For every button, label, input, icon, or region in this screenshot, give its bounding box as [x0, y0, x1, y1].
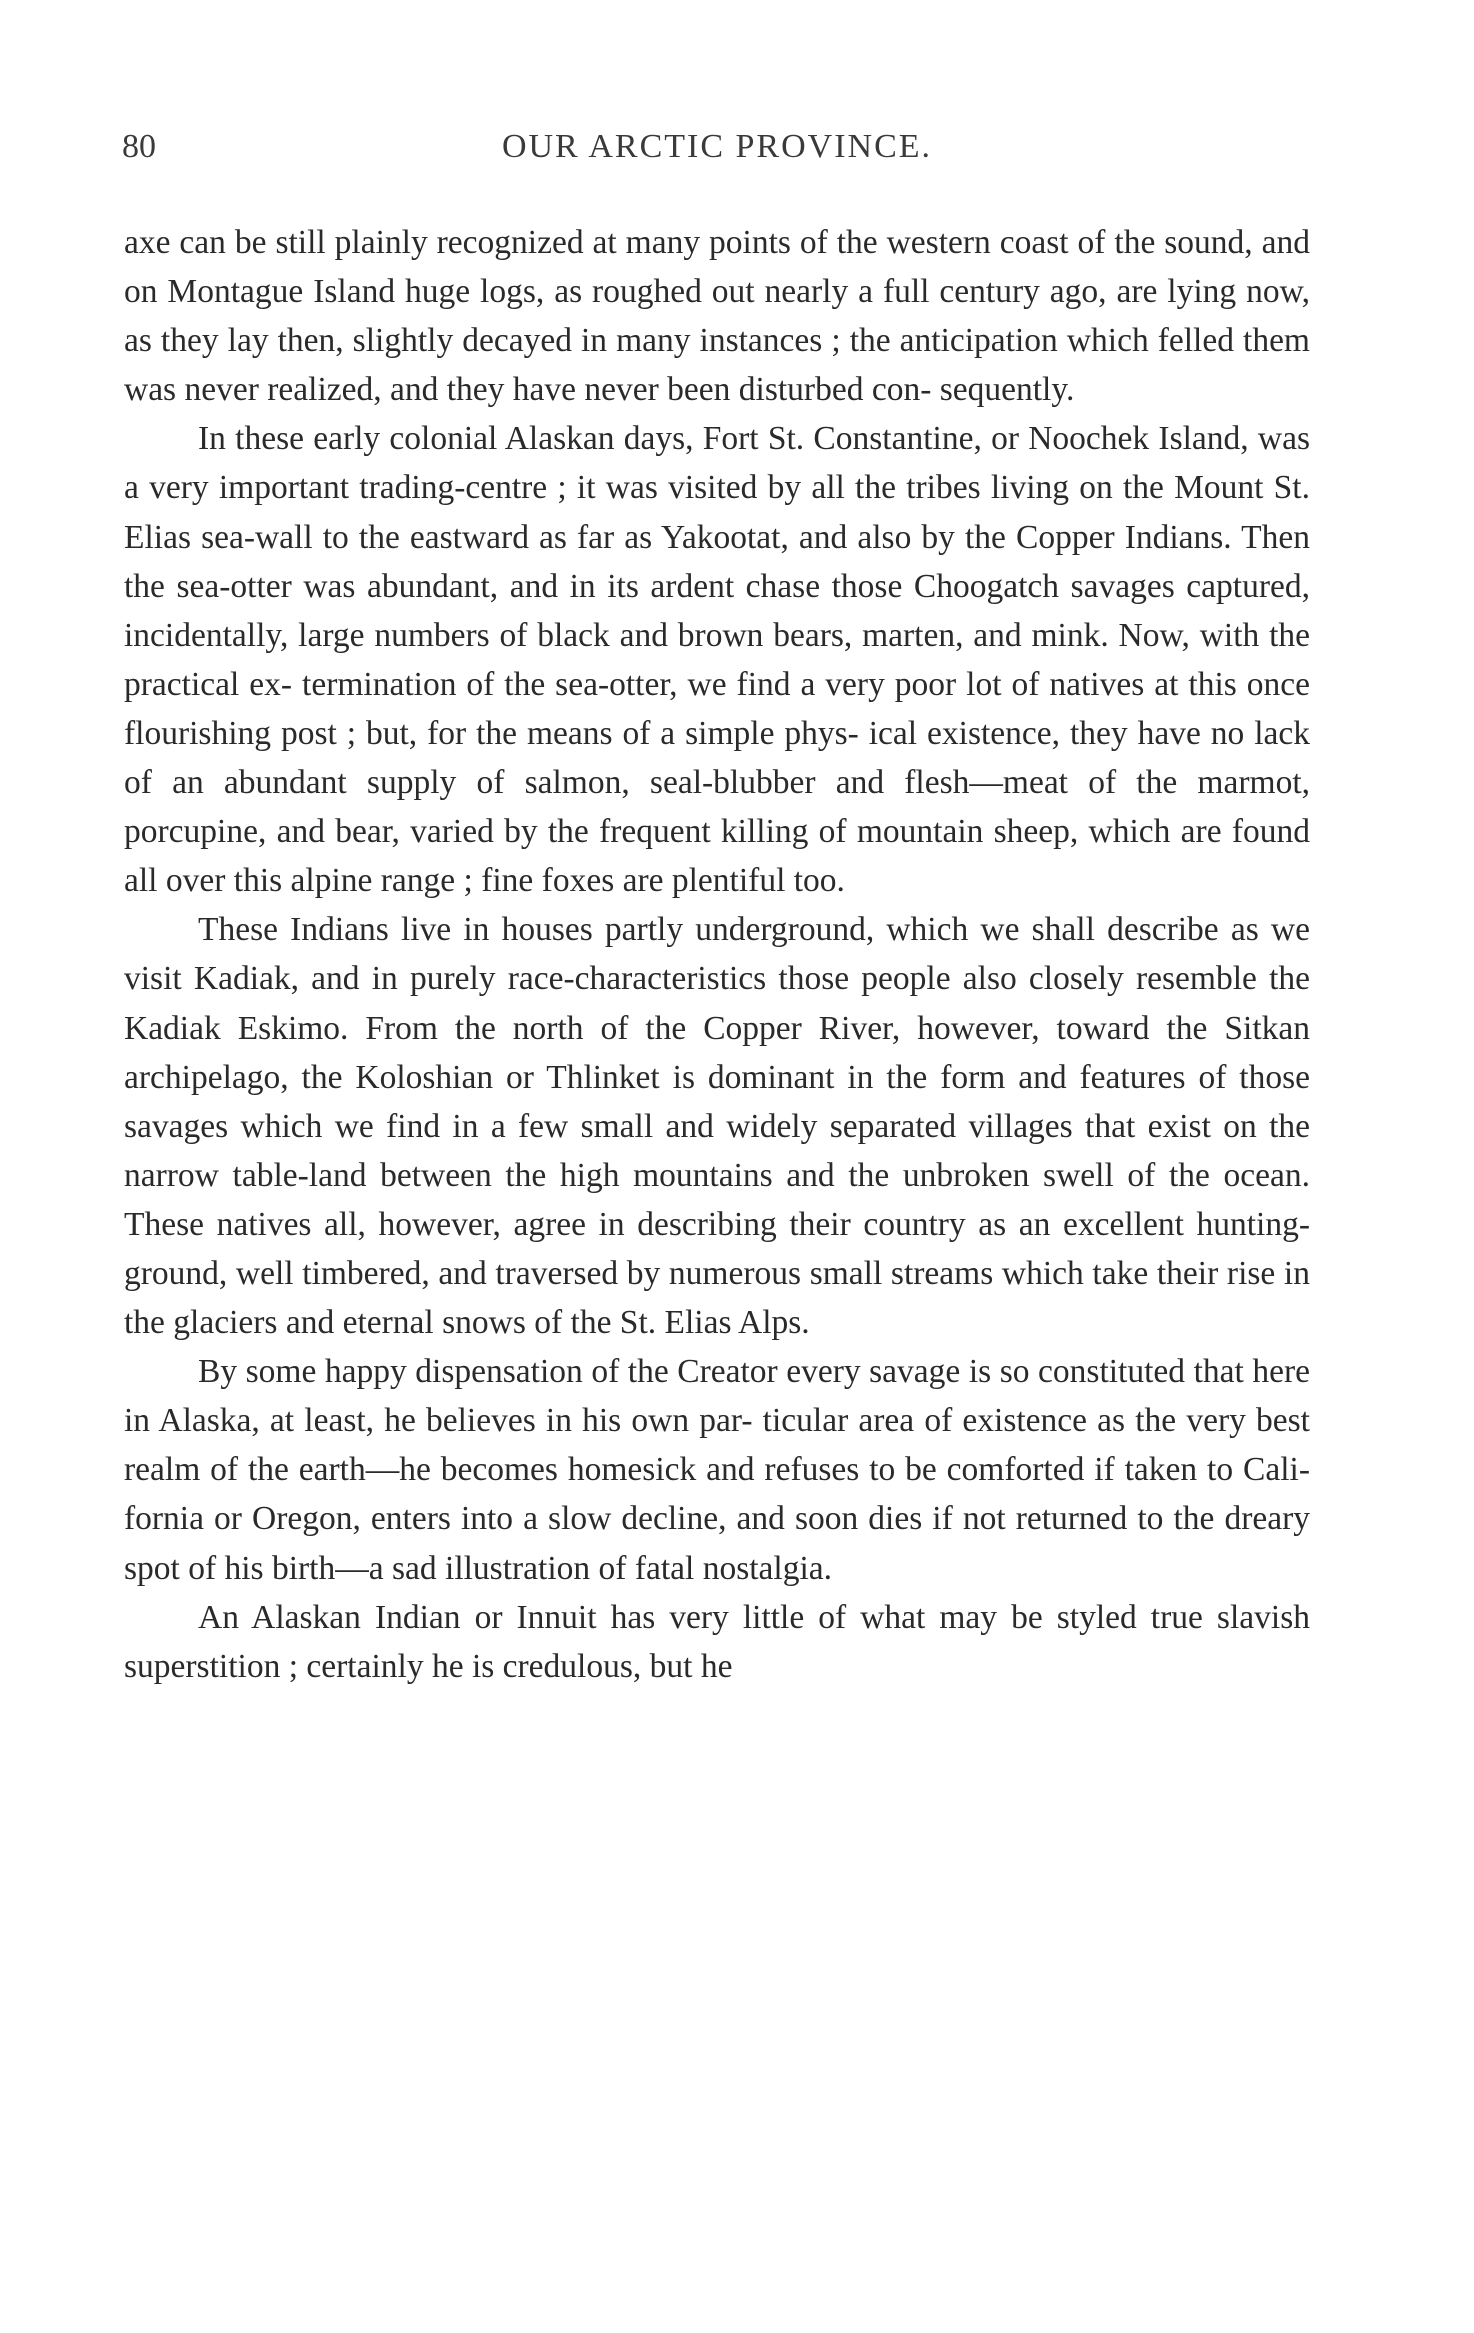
paragraph: By some happy dispensation of the Creator every savage is so constituted that here in Alaska, at least, he believes in his own par- ticular area of existence as the very best realm of the earth—he becomes homesick and refuses to be comforted if taken to Cali- fornia or Oregon, enters into a slow decline, and soon dies if not returned to the dreary spot of his birth—a sad illustration of fatal nostalgia.: [124, 1353, 1310, 1587]
paragraph: These Indians live in houses partly underground, which we shall describe as we visit Kadiak, and in purely race-characteristics those people also closely resemble the Kadiak Eskimo. From the north of the Copper River, however, toward the Sitkan archipelago, the Koloshian or Thlinket is dominant in the form and features of those savages which we find in a few small and widely separated villages that exist on the narrow table-land between the high mountains and the unbroken swell of the ocean. These natives all, however, agree in describing their country as an excellent hunting- ground, well timbered, and traversed by numerous small streams which take their rise in the glaciers and eternal snows of the St. Elias Alps.: [124, 911, 1310, 1342]
paragraph: In these early colonial Alaskan days, Fort St. Constantine, or Noochek Island, was a very important trading-centre ; it was visited by all the tribes living on the Mount St. Elias sea-wall to the eastward as far as Yakootat, and also by the Copper Indians. Then the sea-otter was abundant, and in its ardent chase those Choogatch savages captured, incidentally, large numbers of black and brown bears, marten, and mink. Now, with the practical ex- termination of the sea-otter, we find a very poor lot of natives at this once flourishing post ; but, for the means of a simple phys- ical existence, they have no lack of an abundant supply of salmon, seal-blubber and flesh—meat of the marmot, porcupine, and bear, varied by the frequent killing of mountain sheep, which are found all over this alpine range ; fine foxes are plentiful too.: [124, 420, 1310, 900]
paragraph-continuation: axe can be still plainly recognized at many points of the western coast of the sound, and on Montague Island huge logs, as roughed out nearly a full century ago, are lying now, as they lay then, slightly decayed in many instances ; the anticipation which felled them was never realized, and they have never been disturbed con- sequently.: [124, 224, 1310, 409]
paragraph: An Alaskan Indian or Innuit has very little of what may be styled true slavish superstition ; certainly he is credulous, but he: [124, 1598, 1310, 1685]
running-head: [122, 128, 1312, 172]
body-text: [124, 218, 1310, 1691]
running-title: OUR ARCTIC PROVINCE.: [501, 128, 933, 165]
page-number: 80: [122, 128, 156, 165]
